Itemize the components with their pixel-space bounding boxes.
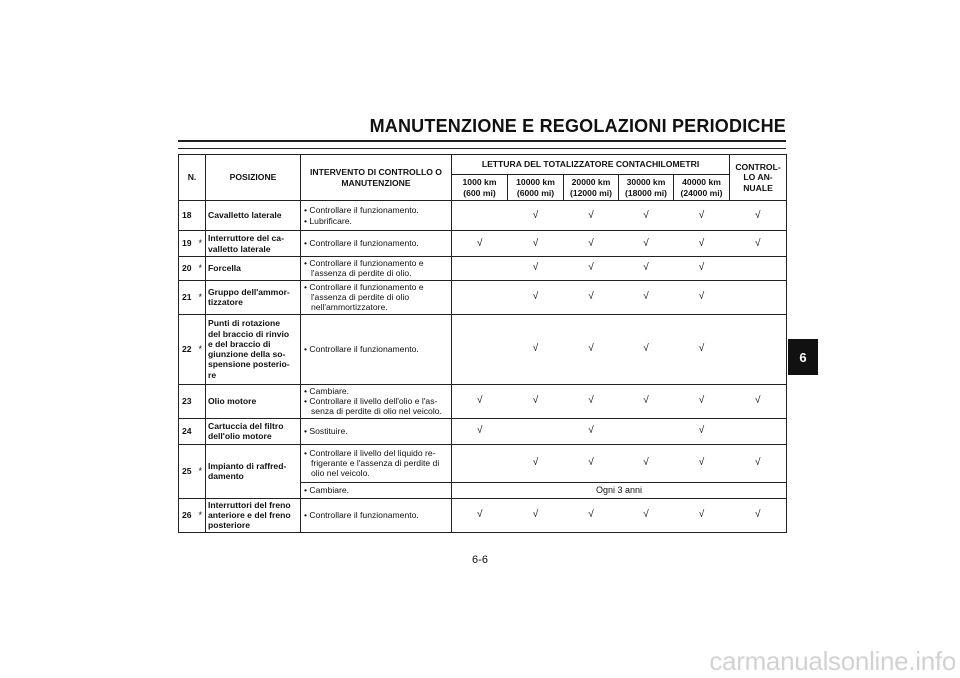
action-cell	[301, 482, 452, 498]
check-cell: √	[564, 280, 619, 314]
action-item: • Cambiare.	[304, 386, 449, 396]
row-number: 26	[179, 498, 196, 532]
header-annual: CONTROL- LO AN- NUALE	[730, 155, 787, 201]
row-number: 18	[179, 201, 196, 231]
check-cell	[730, 280, 787, 314]
action-cell	[301, 444, 452, 482]
check-cell	[730, 418, 787, 444]
check-cell: √	[674, 201, 730, 231]
table-row	[179, 231, 787, 257]
check-cell: √	[619, 201, 674, 231]
check-cell: √	[674, 257, 730, 281]
check-cell: √	[564, 201, 619, 231]
check-cell	[452, 201, 508, 231]
table-row	[179, 314, 787, 384]
check-cell	[452, 314, 508, 384]
check-cell: √	[619, 498, 674, 532]
check-cell: √	[452, 418, 508, 444]
action-item: • Controllare il funzionamento.	[304, 238, 449, 248]
table-row	[179, 498, 787, 532]
row-position: Olio motore	[206, 384, 301, 418]
action-cell	[301, 201, 452, 231]
check-cell: √	[619, 384, 674, 418]
table-row	[179, 418, 787, 444]
row-number: 19	[179, 231, 196, 257]
check-cell: √	[508, 231, 564, 257]
check-cell	[452, 444, 508, 482]
row-star	[196, 201, 206, 231]
header-odometer: LETTURA DEL TOTALIZZATORE CONTACHILOMETRI	[452, 155, 730, 175]
check-cell: √	[674, 280, 730, 314]
action-item: • Controllare il funzionamento.	[304, 205, 449, 215]
check-cell: √	[508, 314, 564, 384]
row-number: 22	[179, 314, 196, 384]
check-cell: √	[619, 314, 674, 384]
check-cell: √	[619, 231, 674, 257]
action-cell	[301, 257, 452, 281]
row-position: Interruttori del freno anteriore e del freno posteriore	[206, 498, 301, 532]
check-cell: √	[619, 444, 674, 482]
page-number: 6-6	[472, 554, 488, 566]
chapter-tab: 6	[788, 339, 818, 375]
table-row	[179, 201, 787, 231]
header-interval: 1000 km (600 mi)	[452, 175, 508, 201]
row-number: 20	[179, 257, 196, 281]
action-cell	[301, 498, 452, 532]
row-number: 21	[179, 280, 196, 314]
watermark: carmanualsonline.info	[709, 646, 956, 676]
check-cell	[730, 314, 787, 384]
row-number: 23	[179, 384, 196, 418]
check-cell: √	[730, 231, 787, 257]
check-cell: √	[564, 444, 619, 482]
row-position: Impianto di raffred- damento	[206, 444, 301, 498]
check-cell: √	[564, 418, 619, 444]
check-cell: √	[452, 231, 508, 257]
row-star: *	[196, 231, 206, 257]
table-row	[179, 384, 787, 418]
row-star: *	[196, 444, 206, 498]
check-cell: √	[508, 444, 564, 482]
check-cell: √	[674, 314, 730, 384]
row-star: *	[196, 498, 206, 532]
table-row	[179, 257, 787, 281]
table-row	[179, 444, 787, 482]
check-cell: √	[619, 257, 674, 281]
check-cell: √	[730, 498, 787, 532]
check-cell	[452, 280, 508, 314]
check-cell: √	[730, 444, 787, 482]
check-cell	[452, 257, 508, 281]
check-cell: √	[730, 201, 787, 231]
row-position: Cartuccia del filtro dell'olio motore	[206, 418, 301, 444]
check-cell: √	[674, 231, 730, 257]
action-item: • Controllare il livello dell'olio e l'as- senza di perdite di olio nel veicolo.	[304, 396, 449, 417]
check-cell: √	[619, 280, 674, 314]
check-cell: √	[508, 280, 564, 314]
row-position: Punti di rotazione del braccio di rinvio e del braccio di giunzione della so- spensione posterio- re	[206, 314, 301, 384]
header-n: N.	[179, 155, 206, 201]
row-position: Cavalletto laterale	[206, 201, 301, 231]
action-cell	[301, 418, 452, 444]
header-action: INTERVENTO DI CONTROLLO O MANUTENZIONE	[301, 155, 452, 201]
row-number: 24	[179, 418, 196, 444]
check-cell: √	[564, 498, 619, 532]
action-cell	[301, 384, 452, 418]
action-item: • Sostituire.	[304, 426, 449, 436]
header-position: POSIZIONE	[206, 155, 301, 201]
header-interval: 20000 km (12000 mi)	[564, 175, 619, 201]
check-cell: √	[508, 498, 564, 532]
header-interval: 10000 km (6000 mi)	[508, 175, 564, 201]
row-star	[196, 418, 206, 444]
row-number: 25	[179, 444, 196, 498]
interval-span-cell: Ogni 3 anni	[452, 482, 787, 498]
check-cell: √	[730, 384, 787, 418]
check-cell: √	[564, 314, 619, 384]
check-cell	[730, 257, 787, 281]
row-star	[196, 384, 206, 418]
row-position: Interruttore del ca- valletto laterale	[206, 231, 301, 257]
maintenance-table	[178, 154, 787, 533]
title-rule	[178, 140, 786, 149]
check-cell: √	[674, 444, 730, 482]
row-position: Forcella	[206, 257, 301, 281]
row-star: *	[196, 280, 206, 314]
check-cell: √	[564, 257, 619, 281]
table-row	[179, 280, 787, 314]
check-cell: √	[674, 418, 730, 444]
action-item: • Cambiare.	[304, 485, 449, 495]
header-interval: 40000 km (24000 mi)	[674, 175, 730, 201]
check-cell	[508, 418, 564, 444]
action-cell	[301, 231, 452, 257]
check-cell: √	[674, 384, 730, 418]
row-star: *	[196, 257, 206, 281]
action-cell	[301, 280, 452, 314]
check-cell: √	[564, 384, 619, 418]
check-cell: √	[508, 201, 564, 231]
check-cell	[619, 418, 674, 444]
action-item: • Controllare il funzionamento.	[304, 344, 449, 354]
check-cell: √	[508, 384, 564, 418]
action-item: • Controllare il funzionamento e l'assenza di perdite di olio.	[304, 258, 449, 279]
action-cell	[301, 314, 452, 384]
action-item: • Controllare il funzionamento e l'assenza di perdite di olio nell'ammortizzatore.	[304, 282, 449, 313]
header-interval: 30000 km (18000 mi)	[619, 175, 674, 201]
check-cell: √	[452, 384, 508, 418]
action-item: • Lubrificare.	[304, 216, 449, 226]
check-cell: √	[452, 498, 508, 532]
check-cell: √	[674, 498, 730, 532]
page-title: MANUTENZIONE E REGOLAZIONI PERIODICHE	[369, 116, 786, 136]
check-cell: √	[564, 231, 619, 257]
row-star: *	[196, 314, 206, 384]
action-item: • Controllare il livello del liquido re- frigerante e l'assenza di perdite di olio nel veicolo.	[304, 448, 449, 479]
row-position: Gruppo dell'ammor- tizzatore	[206, 280, 301, 314]
action-item: • Controllare il funzionamento.	[304, 510, 449, 520]
check-cell: √	[508, 257, 564, 281]
